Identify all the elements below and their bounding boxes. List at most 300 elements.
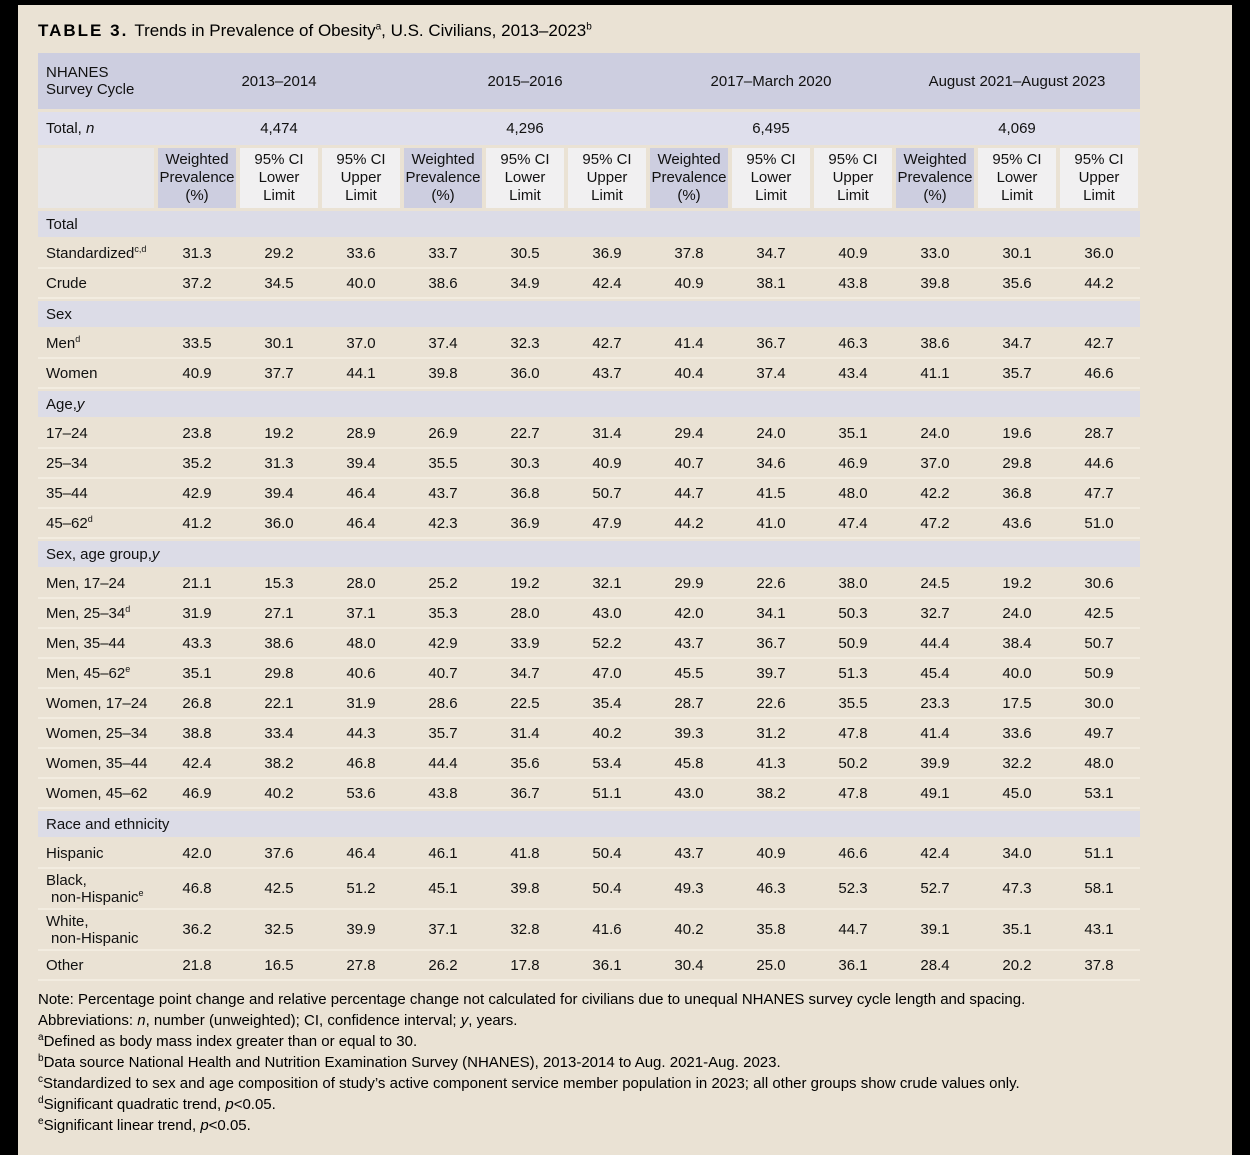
row-label-line: non-Hispanic xyxy=(51,929,139,947)
row-label xyxy=(38,485,156,502)
value-cell: 28.0 xyxy=(510,604,540,622)
row-label xyxy=(38,575,156,592)
value-cell: 44.7 xyxy=(838,921,868,938)
value-cell: 47.8 xyxy=(838,784,868,802)
value-cell: 35.6 xyxy=(1002,274,1032,292)
value-cell: 38.6 xyxy=(920,334,950,352)
value-cell: 40.9 xyxy=(674,274,704,292)
value-cell: 47.9 xyxy=(592,514,622,532)
row-label-line: Standardized$^{c,d}$ xyxy=(46,243,147,262)
value-cell: 50.9 xyxy=(1084,664,1114,682)
subheader-line: Lower xyxy=(504,169,546,186)
value-cell: 29.8 xyxy=(264,664,294,682)
value-cell: 29.9 xyxy=(674,574,704,592)
value-cell: 29.2 xyxy=(264,244,294,262)
value-cell: 30.1 xyxy=(264,334,294,352)
section-header: Total xyxy=(38,211,1140,237)
value-cell: 34.0 xyxy=(1002,844,1032,862)
value-cell: 17.8 xyxy=(510,956,540,974)
value-cell: 49.7 xyxy=(1084,724,1114,742)
value-cell: 30.3 xyxy=(510,454,540,472)
value-cell: 38.6 xyxy=(264,634,294,652)
value-cell: 39.4 xyxy=(264,484,294,502)
value-cell: 27.1 xyxy=(264,604,294,622)
section-header: Age, y xyxy=(38,391,1140,417)
subheader-line: Weighted xyxy=(411,151,475,168)
table-body xyxy=(38,211,1140,981)
value-cell: 34.7 xyxy=(756,244,786,262)
value-cell: 28.0 xyxy=(346,574,376,592)
value-cell: 15.3 xyxy=(264,574,294,592)
value-cell: 36.8 xyxy=(1002,484,1032,502)
subheader-ci-lower-limit xyxy=(238,148,320,208)
value-cell: 45.8 xyxy=(674,754,704,772)
subheader-line: Limit xyxy=(1083,187,1115,204)
value-cell: 19.2 xyxy=(1002,574,1032,592)
value-cell: 39.9 xyxy=(920,754,950,772)
value-cell: 37.2 xyxy=(182,274,212,292)
header-cycle-2015-2016: 2015–2016 xyxy=(487,72,563,90)
value-cell: 34.7 xyxy=(1002,334,1032,352)
subheader-line: Prevalence xyxy=(159,169,235,186)
subheader-line: Limit xyxy=(755,187,787,204)
value-cell: 39.4 xyxy=(346,454,376,472)
value-cell: 46.4 xyxy=(346,844,376,862)
value-cell: 42.4 xyxy=(182,754,212,772)
value-cell: 41.0 xyxy=(756,514,786,532)
table-row xyxy=(38,329,1140,359)
row-label-line: Women, 35–44 xyxy=(46,754,148,772)
value-cell: 36.9 xyxy=(510,514,540,532)
value-cell: 36.1 xyxy=(838,956,868,974)
value-cell: 19.6 xyxy=(1002,424,1032,442)
value-cell: 39.9 xyxy=(346,921,376,938)
row-label-line: Men, 25–34$^d$ xyxy=(46,603,131,622)
subheader-line: Upper xyxy=(340,169,382,186)
subheader-line: Limit xyxy=(591,187,623,204)
value-cell: 53.6 xyxy=(346,784,376,802)
value-cell: 30.4 xyxy=(674,956,704,974)
value-cell: 37.7 xyxy=(264,364,294,382)
value-cell: 40.9 xyxy=(592,454,622,472)
value-cell: 34.9 xyxy=(510,274,540,292)
value-cell: 47.3 xyxy=(1002,880,1032,897)
subheader-line: (%) xyxy=(923,187,947,204)
row-label-line: 45–62$^d$ xyxy=(46,513,93,532)
value-cell: 38.8 xyxy=(182,724,212,742)
value-cell: 28.4 xyxy=(920,956,950,974)
subheader-line: (%) xyxy=(677,187,701,204)
value-cell: 37.4 xyxy=(756,364,786,382)
subheader-line: Upper xyxy=(832,169,874,186)
value-cell: 38.6 xyxy=(428,274,458,292)
row-label-line: 25–34 xyxy=(46,454,88,472)
value-cell: 46.6 xyxy=(838,844,868,862)
value-cell: 42.0 xyxy=(182,844,212,862)
row-label xyxy=(38,725,156,742)
value-cell: 47.8 xyxy=(838,724,868,742)
row-label-line: Men, 45–62e xyxy=(46,663,131,682)
report-page xyxy=(18,5,1232,1155)
value-cell: 58.1 xyxy=(1084,880,1114,897)
table-row xyxy=(38,479,1140,509)
row-label-line: Women, 45–62 xyxy=(46,784,148,802)
subheader-line: Lower xyxy=(750,169,792,186)
subheader-line: Prevalence xyxy=(897,169,973,186)
table-row xyxy=(38,629,1140,659)
value-cell: 31.4 xyxy=(592,424,622,442)
value-cell: 36.0 xyxy=(510,364,540,382)
value-cell: 38.4 xyxy=(1002,634,1032,652)
subheader-line: 95% CI xyxy=(254,151,304,168)
value-cell: 34.1 xyxy=(756,604,786,622)
value-cell: 40.7 xyxy=(428,664,458,682)
value-cell: 29.8 xyxy=(1002,454,1032,472)
value-cell: 43.3 xyxy=(182,634,212,652)
row-label xyxy=(38,275,156,292)
value-cell: 39.7 xyxy=(756,664,786,682)
value-cell: 24.0 xyxy=(1002,604,1032,622)
value-cell: 50.2 xyxy=(838,754,868,772)
value-cell: 21.8 xyxy=(182,956,212,974)
value-cell: 37.1 xyxy=(346,604,376,622)
value-cell: 43.8 xyxy=(428,784,458,802)
table-row xyxy=(38,239,1140,269)
value-cell: 19.2 xyxy=(264,424,294,442)
value-cell: 26.2 xyxy=(428,956,458,974)
value-cell: 39.8 xyxy=(510,880,540,897)
value-cell: 35.3 xyxy=(428,604,458,622)
value-cell: 51.3 xyxy=(838,664,868,682)
table-row xyxy=(38,269,1140,299)
total-n-label: Total, n xyxy=(46,120,95,137)
subheader-ci-upper-limit xyxy=(320,148,402,208)
table-row xyxy=(38,779,1140,809)
value-cell: 46.3 xyxy=(838,334,868,352)
value-cell: 46.9 xyxy=(182,784,212,802)
row-label xyxy=(38,785,156,802)
value-cell: 42.9 xyxy=(428,634,458,652)
section-header: Race and ethnicity xyxy=(38,811,1140,837)
value-cell: 44.6 xyxy=(1084,454,1114,472)
value-cell: 24.0 xyxy=(920,424,950,442)
value-cell: 35.7 xyxy=(1002,364,1032,382)
total-n-value: 6,495 xyxy=(752,120,790,137)
row-label xyxy=(38,635,156,652)
value-cell: 41.1 xyxy=(920,364,950,382)
value-cell: 50.7 xyxy=(592,484,622,502)
value-cell: 41.4 xyxy=(674,334,704,352)
subheader-line: 95% CI xyxy=(500,151,550,168)
row-label-line: Other xyxy=(46,956,84,974)
value-cell: 33.5 xyxy=(182,334,212,352)
value-cell: 22.7 xyxy=(510,424,540,442)
value-cell: 31.3 xyxy=(264,454,294,472)
row-label-line: Men, 17–24 xyxy=(46,574,126,592)
value-cell: 46.3 xyxy=(756,880,786,897)
row-label-line: Women xyxy=(46,364,98,382)
value-cell: 22.6 xyxy=(756,574,786,592)
subheader-line: Upper xyxy=(586,169,628,186)
value-cell: 40.2 xyxy=(674,921,704,938)
header-cycle-2021-2023: August 2021–August 2023 xyxy=(928,72,1106,90)
value-cell: 31.3 xyxy=(182,244,212,262)
table-row xyxy=(38,749,1140,779)
row-label xyxy=(38,515,156,532)
value-cell: 40.4 xyxy=(674,364,704,382)
row-label-line: Men$^d$ xyxy=(46,333,81,352)
table-title: TABLE 3. Trends in Prevalence of Obesity$^a$, U.S. Civilians, 2013–2023$^b$ xyxy=(38,21,592,40)
subheader-line: 95% CI xyxy=(582,151,632,168)
value-cell: 40.2 xyxy=(592,724,622,742)
value-cell: 28.7 xyxy=(1084,424,1114,442)
data-table xyxy=(38,53,1140,981)
value-cell: 41.6 xyxy=(592,921,622,938)
value-cell: 23.3 xyxy=(920,694,950,712)
value-cell: 28.9 xyxy=(346,424,376,442)
header-corner-label: NHANES Survey Cycle xyxy=(46,64,135,98)
value-cell: 41.3 xyxy=(756,754,786,772)
row-label-line: 17–24 xyxy=(46,424,88,442)
value-cell: 44.4 xyxy=(428,754,458,772)
total-n-value: 4,069 xyxy=(998,120,1036,137)
table-row xyxy=(38,839,1140,869)
row-label xyxy=(38,665,156,682)
value-cell: 50.9 xyxy=(838,634,868,652)
value-cell: 36.9 xyxy=(592,244,622,262)
value-cell: 35.6 xyxy=(510,754,540,772)
subheader-line: Limit xyxy=(509,187,541,204)
value-cell: 52.2 xyxy=(592,634,622,652)
value-cell: 45.1 xyxy=(428,880,458,897)
value-cell: 33.4 xyxy=(264,724,294,742)
value-cell: 49.1 xyxy=(920,784,950,802)
subheader-line: Weighted xyxy=(903,151,967,168)
value-cell: 50.4 xyxy=(592,844,622,862)
row-label-line: Black, xyxy=(46,871,87,889)
row-label-line: Crude xyxy=(46,274,87,292)
value-cell: 32.5 xyxy=(264,921,294,938)
value-cell: 35.1 xyxy=(182,664,212,682)
value-cell: 50.7 xyxy=(1084,634,1114,652)
value-cell: 37.4 xyxy=(428,334,458,352)
subheader-line: Lower xyxy=(996,169,1038,186)
value-cell: 35.7 xyxy=(428,724,458,742)
value-cell: 32.3 xyxy=(510,334,540,352)
row-label xyxy=(38,872,156,906)
value-cell: 36.7 xyxy=(756,634,786,652)
value-cell: 40.6 xyxy=(346,664,376,682)
value-cell: 38.0 xyxy=(838,574,868,592)
value-cell: 47.2 xyxy=(920,514,950,532)
value-cell: 43.7 xyxy=(674,844,704,862)
subheader-line: 95% CI xyxy=(746,151,796,168)
subheader-line: 95% CI xyxy=(992,151,1042,168)
row-label xyxy=(38,425,156,442)
value-cell: 47.7 xyxy=(1084,484,1114,502)
value-cell: 45.4 xyxy=(920,664,950,682)
subheader-line: Limit xyxy=(345,187,377,204)
subheader-ci-upper-limit xyxy=(812,148,894,208)
footnote-line: $^c$Standardized to sex and age composition of study’s active component service member population in 2023; all other groups show crude values only. xyxy=(38,1074,1020,1092)
value-cell: 30.5 xyxy=(510,244,540,262)
value-cell: 44.1 xyxy=(346,364,376,382)
footnote-line: $^a$Defined as body mass index greater than or equal to 30. xyxy=(38,1032,418,1050)
row-label xyxy=(38,245,156,262)
measure-subheader-row xyxy=(38,148,1140,208)
subheader-corner-cell xyxy=(38,148,156,208)
value-cell: 48.0 xyxy=(1084,754,1114,772)
subheader-line: Weighted xyxy=(657,151,721,168)
value-cell: 46.6 xyxy=(1084,364,1114,382)
value-cell: 35.1 xyxy=(1002,921,1032,938)
value-cell: 33.6 xyxy=(346,244,376,262)
row-label xyxy=(38,755,156,772)
value-cell: 26.9 xyxy=(428,424,458,442)
value-cell: 40.9 xyxy=(182,364,212,382)
value-cell: 38.1 xyxy=(756,274,786,292)
footnote-line: $^e$Significant linear trend, p<0.05. xyxy=(38,1116,251,1134)
value-cell: 35.1 xyxy=(838,424,868,442)
row-label-line: Women, 17–24 xyxy=(46,694,148,712)
value-cell: 32.7 xyxy=(920,604,950,622)
value-cell: 44.2 xyxy=(674,514,704,532)
value-cell: 39.8 xyxy=(428,364,458,382)
value-cell: 40.2 xyxy=(264,784,294,802)
row-label xyxy=(38,365,156,382)
row-label xyxy=(38,845,156,862)
footnote-line: Abbreviations: n, number (unweighted); CI, confidence interval; y, years. xyxy=(38,1012,518,1029)
value-cell: 32.2 xyxy=(1002,754,1032,772)
value-cell: 24.5 xyxy=(920,574,950,592)
table-row xyxy=(38,719,1140,749)
subheader-line: 95% CI xyxy=(828,151,878,168)
value-cell: 22.1 xyxy=(264,694,294,712)
row-label xyxy=(38,695,156,712)
value-cell: 37.8 xyxy=(1084,956,1114,974)
value-cell: 34.5 xyxy=(264,274,294,292)
value-cell: 51.1 xyxy=(1084,844,1114,862)
value-cell: 37.0 xyxy=(346,334,376,352)
value-cell: 33.7 xyxy=(428,244,458,262)
table-row xyxy=(38,869,1140,910)
subheader-weighted-prevalence xyxy=(156,148,238,208)
subheader-ci-upper-limit xyxy=(566,148,648,208)
value-cell: 34.7 xyxy=(510,664,540,682)
value-cell: 31.4 xyxy=(510,724,540,742)
value-cell: 42.5 xyxy=(1084,604,1114,622)
value-cell: 53.1 xyxy=(1084,784,1114,802)
table-row xyxy=(38,689,1140,719)
value-cell: 22.6 xyxy=(756,694,786,712)
table-row xyxy=(38,449,1140,479)
value-cell: 43.7 xyxy=(674,634,704,652)
value-cell: 40.9 xyxy=(838,244,868,262)
value-cell: 26.8 xyxy=(182,694,212,712)
value-cell: 24.0 xyxy=(756,424,786,442)
subheader-line: Upper xyxy=(1078,169,1120,186)
subheader-ci-lower-limit xyxy=(730,148,812,208)
row-label-line: non-Hispanic$^e$ xyxy=(51,887,144,906)
row-label-line: White, xyxy=(46,912,89,930)
footnote-line: $^b$Data source National Health and Nutrition Examination Survey (NHANES), 2013-2014 to Aug. 2021-Aug. 2023. xyxy=(38,1053,781,1071)
value-cell: 47.0 xyxy=(592,664,622,682)
value-cell: 50.4 xyxy=(592,880,622,897)
subheader-line: (%) xyxy=(431,187,455,204)
value-cell: 46.4 xyxy=(346,514,376,532)
subheader-weighted-prevalence xyxy=(648,148,730,208)
table-row xyxy=(38,951,1140,981)
value-cell: 50.3 xyxy=(838,604,868,622)
value-cell: 43.7 xyxy=(592,364,622,382)
table-row xyxy=(38,659,1140,689)
subheader-ci-lower-limit xyxy=(976,148,1058,208)
table-row xyxy=(38,509,1140,539)
value-cell: 42.9 xyxy=(182,484,212,502)
value-cell: 47.4 xyxy=(838,514,868,532)
value-cell: 38.2 xyxy=(264,754,294,772)
value-cell: 20.2 xyxy=(1002,956,1032,974)
value-cell: 42.4 xyxy=(592,274,622,292)
value-cell: 35.2 xyxy=(182,454,212,472)
value-cell: 36.0 xyxy=(264,514,294,532)
value-cell: 36.2 xyxy=(182,921,212,938)
survey-cycle-header-row xyxy=(38,53,1140,109)
subheader-line: Limit xyxy=(263,187,295,204)
value-cell: 40.0 xyxy=(346,274,376,292)
value-cell: 37.0 xyxy=(920,454,950,472)
value-cell: 51.2 xyxy=(346,880,376,897)
header-cycle-2013-2014: 2013–2014 xyxy=(241,72,317,90)
value-cell: 52.3 xyxy=(838,880,868,897)
value-cell: 39.1 xyxy=(920,921,950,938)
value-cell: 42.3 xyxy=(428,514,458,532)
value-cell: 43.4 xyxy=(838,364,868,382)
value-cell: 33.0 xyxy=(920,244,950,262)
total-n-value: 4,474 xyxy=(260,120,298,137)
value-cell: 45.0 xyxy=(1002,784,1032,802)
value-cell: 22.5 xyxy=(510,694,540,712)
value-cell: 42.0 xyxy=(674,604,704,622)
value-cell: 36.7 xyxy=(510,784,540,802)
subheader-weighted-prevalence xyxy=(402,148,484,208)
subheader-line: Weighted xyxy=(165,151,229,168)
value-cell: 51.1 xyxy=(592,784,622,802)
value-cell: 37.6 xyxy=(264,844,294,862)
value-cell: 51.0 xyxy=(1084,514,1114,532)
row-label-line: Men, 35–44 xyxy=(46,634,126,652)
footnote-line: Note: Percentage point change and relative percentage change not calculated for civilians due to unequal NHANES survey cycle length and spacing. xyxy=(38,991,1026,1008)
footnote-line: $^d$Significant quadratic trend, p<0.05. xyxy=(38,1095,276,1113)
section-header: Sex xyxy=(38,301,1140,327)
value-cell: 21.1 xyxy=(182,574,212,592)
value-cell: 34.6 xyxy=(756,454,786,472)
value-cell: 42.7 xyxy=(1084,334,1114,352)
value-cell: 36.8 xyxy=(510,484,540,502)
value-cell: 41.4 xyxy=(920,724,950,742)
subheader-line: Limit xyxy=(1001,187,1033,204)
value-cell: 42.2 xyxy=(920,484,950,502)
row-label-line: 35–44 xyxy=(46,484,88,502)
value-cell: 53.4 xyxy=(592,754,622,772)
value-cell: 43.8 xyxy=(838,274,868,292)
value-cell: 30.0 xyxy=(1084,694,1114,712)
value-cell: 43.1 xyxy=(1084,921,1114,938)
value-cell: 30.6 xyxy=(1084,574,1114,592)
value-cell: 25.0 xyxy=(756,956,786,974)
value-cell: 46.4 xyxy=(346,484,376,502)
subheader-weighted-prevalence xyxy=(894,148,976,208)
